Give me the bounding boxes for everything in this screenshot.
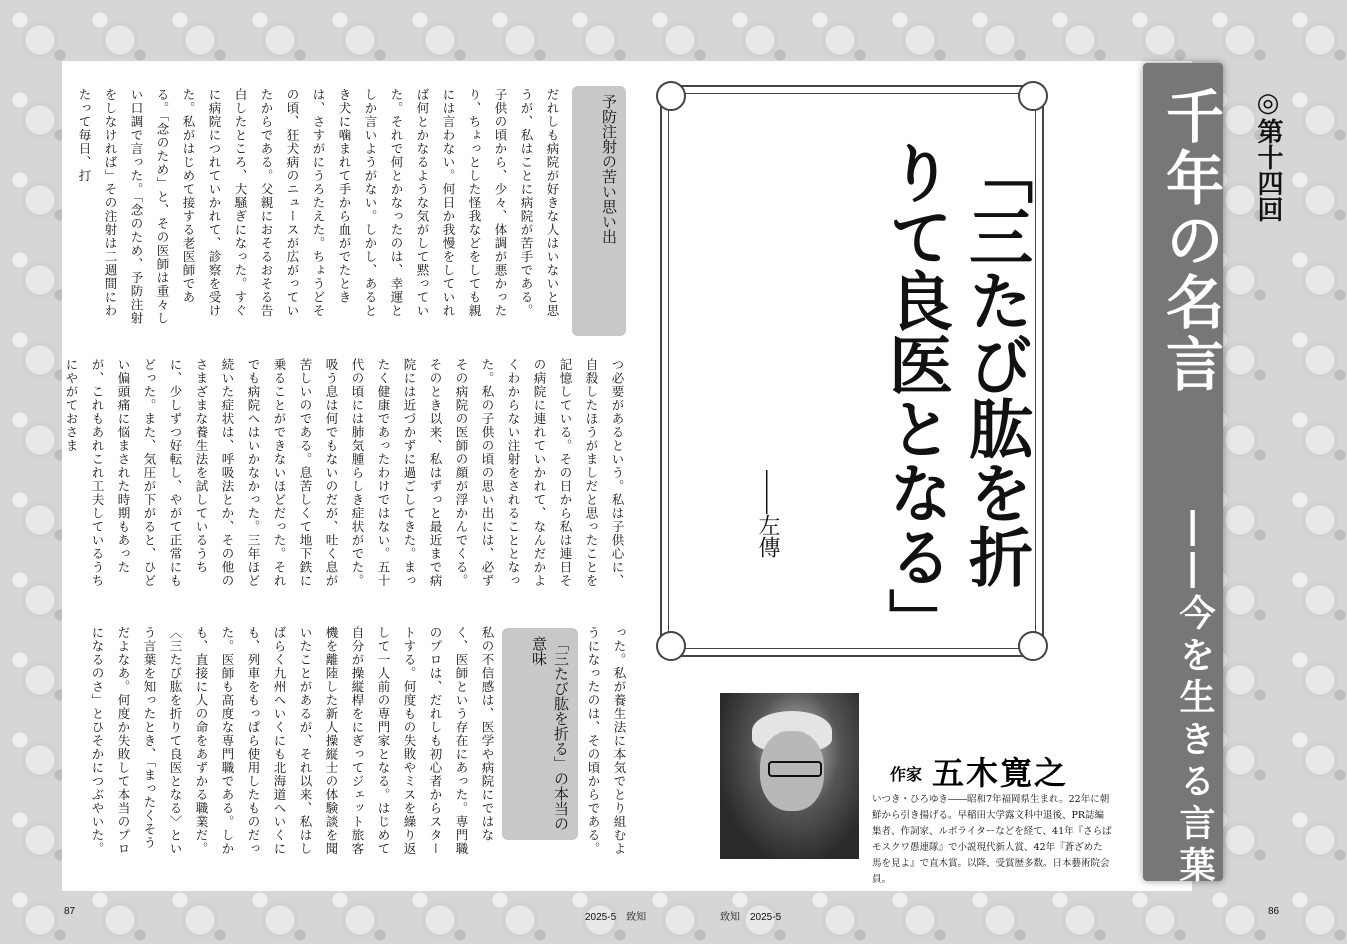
subhead-vaccination: 予防注射の苦い思い出: [572, 86, 626, 336]
right-page-number: 86: [1268, 906, 1280, 917]
subhead-true-meaning: 「三たび肱を折る」の本当の意味: [502, 628, 578, 840]
author-bio: いつき・ひろゆき――昭和7年福岡県生まれ。22年に朝鮮から引き揚げる。早稲田大学露文科中退後、PR誌編集者、作詞家、ルポライターなどを経て、41年『さらばモスクワ愚連隊』で小説現代新人賞、42年『蒼ざめた馬を見よ』で直木賞。以降、受賞歴多数。日本藝術院会員。: [872, 794, 1112, 885]
author-photo: [720, 693, 859, 859]
left-running-footer: 2025-5 致知: [585, 912, 647, 923]
frame-ornament-bottom-right: [1018, 631, 1048, 661]
frame-ornament-top-left: [656, 81, 686, 111]
frame-ornament-bottom-left: [656, 631, 686, 661]
quote-source: ――左傳: [755, 470, 780, 558]
series-subtitle: ――今を生きる言葉: [1174, 510, 1216, 888]
featured-quote: 「三たび肱を折りて良医となる」: [878, 140, 1033, 652]
article-column-lower-right: った。私が養生法に本気でとり組むようになったのは、その頃からである。: [586, 626, 627, 856]
episode-number: ◎第十四回: [1253, 88, 1283, 222]
photo-glasses: [768, 761, 822, 777]
article-column-upper-left: だれしも病院が好きな人はいないと思うが、私はことに病院が苦手である。子供の頃から、少々、体調が悪かったり、ちょっとした怪我などをしても親には言わない。何日か我慢をしていれば何とかなるような気がして黙っていた。それで何とかなったのは、幸運としか言いようがない。しかし、あるとき犬に噛まれて手から血がでたときは、さすがにうろたえた。ちょうどその頃、狂犬病のニュースが広がっていたからである。父親におそるおそる告白したところ、大騒ぎになった。すぐに病院につれていかれて、診察を受けた。私がはじめて接する老医師である。「念のため」と、その医師は重々しい口調で言った。「念のため、予防注射をしなければ」その注射は二週間にわたって毎日、打: [77, 88, 560, 325]
article-column-middle-right: つ必要があるという。私は子供心に、自殺したほうがましだと思ったことを記憶している。その日から私は連日その病院に連れていかれて、なんだかよくわからない注射をされることとなった。私の子供の頃の思い出には、必ずその病院の医師の顔が浮かんでくる。そのとき以来、私はずっと最近まで病院には近づかずに過ごしてきた。まったく健康であったわけではない。五十代の頃には肺気腫らしき症状がでた。吸う息は何でもないのだが、吐く息が苦しいのである。息苦しくて地下鉄に乗ることができないほどだった。それでも病院へはいかなかった。三年ほど続いた症状は、呼吸法とか、その他のさまざまな養生法を試しているうちに、少しずつ好転し、やがて正常にもどった。また、気圧が下がると、ひどい偏頭痛に悩まされた時期もあったが、これもあれこれ工夫しているうちにやがておさま: [64, 358, 625, 588]
series-title: 千年の名言: [1156, 86, 1224, 396]
article-column-lower-left: 私の不信感は、医学や病院にではなく、医師という存在にあった。専門職のプロは、だれしも初心者からスタートする。何度もの失敗やミスを繰り返して一人前の専門家となる。はじめて自分が操縦桿をにぎってジェット旅客機を離陸した新人操縦士の体験談を聞いたことがあるが、それ以来、私はしばらく九州へいくにも北海道へいくにも、列車をもっぱら使用したものだった。医師も高度な専門職である。しかも、直接に人の命をあずかる職業だ。〈三たび肱を折りて良医となる〉という言葉を知ったとき、「まったくそうだよなあ。何度か失敗して本当のプロになるのさ」とひそかにつぶやいた。: [90, 626, 495, 856]
left-page-number: 87: [64, 906, 76, 917]
right-running-footer: 致知 2025-5: [720, 912, 782, 923]
author-role: 作家: [890, 765, 923, 784]
frame-ornament-top-right: [1018, 81, 1048, 111]
author-name: 五木寛之: [932, 754, 1069, 792]
